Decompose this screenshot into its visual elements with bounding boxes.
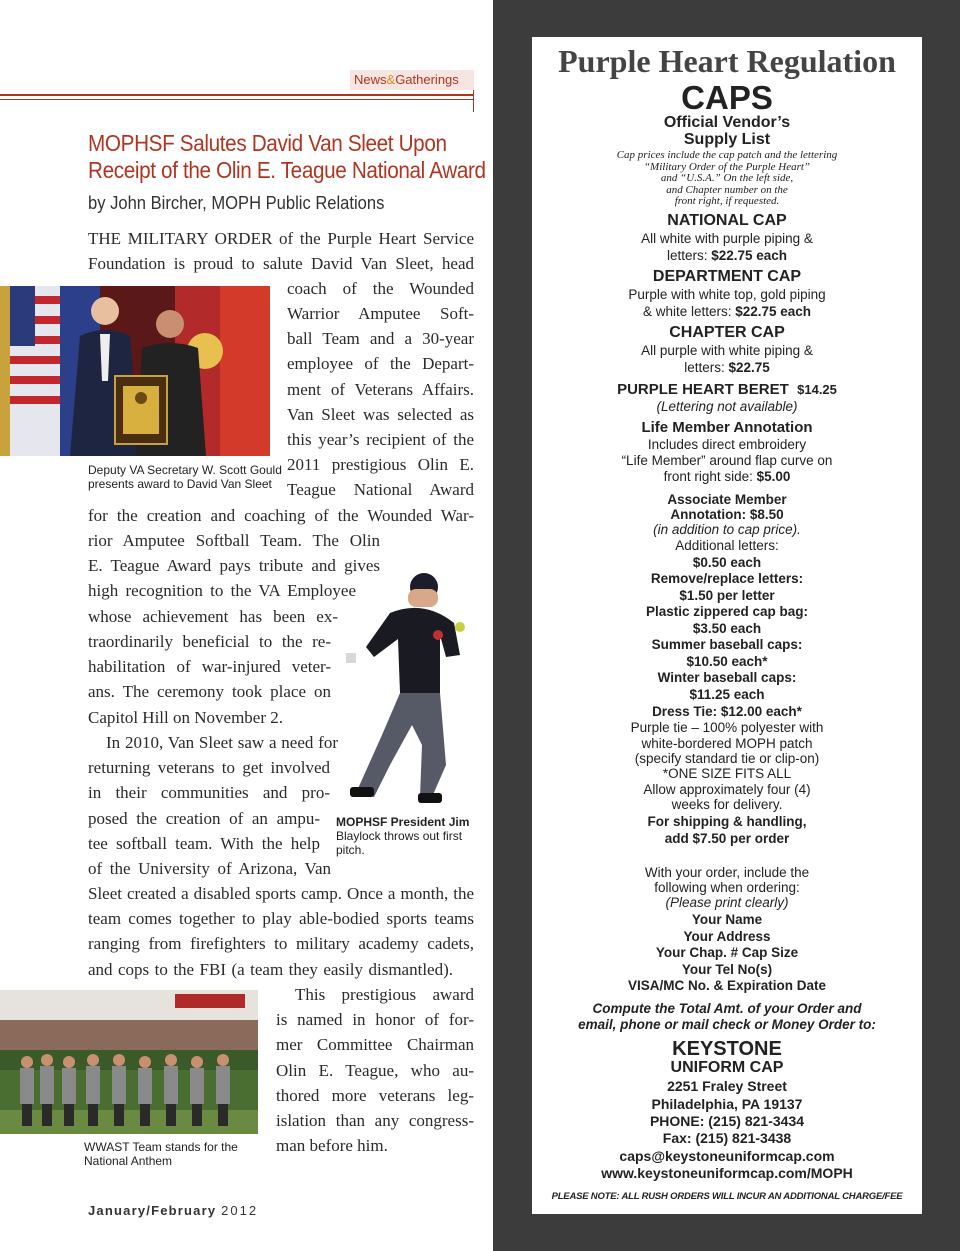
associate-line-19: Allow approximately four (4) <box>643 782 811 797</box>
issue-month: January/February <box>88 1203 217 1218</box>
article-line: high recognition to the VA Employee <box>88 581 356 600</box>
article-line: Warrior Amputee Soft- <box>287 304 474 323</box>
chapter-cap-name: CHAPTER CAP <box>669 324 785 341</box>
vendor-website: www.keystoneuniformcap.com/MOPH <box>601 1165 853 1181</box>
ad-note-line: Cap prices include the cap patch and the lettering <box>616 149 838 161</box>
article-line: man before him. <box>276 1136 388 1155</box>
article-line: Foundation is proud to salute David Van Sleet, head <box>88 254 474 273</box>
vendor-city: Philadelphia, PA 19137 <box>651 1096 803 1112</box>
section-tag-gatherings: Gatherings <box>395 72 459 87</box>
award-photo-illustration <box>0 286 270 456</box>
associate-line-4: Additional letters: <box>675 538 779 553</box>
article-line: in their communities and pro- <box>88 783 330 802</box>
life-member-name: Life Member Annotation <box>641 419 813 436</box>
rush-order-note: PLEASE NOTE: ALL RUSH ORDERS WILL INCUR AN ADDITIONAL CHARGE/FEE <box>551 1191 903 1202</box>
headline-line-2: Receipt of the Olin E. Teague National Award <box>88 157 486 183</box>
pitch-photo <box>342 565 470 810</box>
vendor-name-1: KEYSTONE <box>672 1038 782 1060</box>
associate-line-7: $1.50 per letter <box>679 588 775 603</box>
associate-line-11: $10.50 each* <box>686 654 768 669</box>
ad-note-line: and “U.S.A.” On the left side, <box>660 172 794 184</box>
chapter-cap-desc: All purple with white piping & <box>641 343 813 358</box>
caption-line: National Anthem <box>84 1154 173 1168</box>
vendor-street: 2251 Fraley Street <box>667 1078 787 1094</box>
associate-line-1: Associate Member <box>667 492 787 507</box>
order-line-5: Your Address <box>683 929 771 944</box>
headline-line-1: MOPHSF Salutes David Van Sleet Upon <box>88 130 447 156</box>
article-line: team comes together to play able-bodied sports teams <box>88 909 474 928</box>
associate-line-13: $11.25 each <box>689 687 765 702</box>
team-photo-caption <box>84 1140 238 1168</box>
department-cap-price-prefix: & white letters: <box>642 304 736 319</box>
team-photo-illustration <box>0 990 258 1134</box>
ad-subtitle-2: Supply List <box>683 131 771 148</box>
award-photo <box>0 286 270 456</box>
caption-line: Deputy VA Secretary W. Scott Gould <box>88 463 282 477</box>
pitch-photo-illustration <box>342 565 470 810</box>
associate-line-8: Plastic zippered cap bag: <box>645 604 809 619</box>
article-line: of the University of Arizona, Van <box>88 859 331 878</box>
article-line: traordinarily beneficial to the re- <box>88 632 331 651</box>
caption-line: presents award to David Van Sleet <box>88 477 272 491</box>
order-line-4: Your Name <box>691 912 763 927</box>
caption-line: WWAST Team stands for the <box>84 1140 238 1154</box>
article-line: E. Teague Award pays tribute and gives <box>88 556 380 575</box>
article-line: mer Committee Chairman <box>276 1035 474 1054</box>
section-tag-amp: & <box>386 72 396 87</box>
shipping-line-1: For shipping & handling, <box>647 814 807 829</box>
ad-note-line: front right, if requested. <box>674 195 780 207</box>
ad-note-line: “Military Order of the Purple Heart” <box>643 160 811 173</box>
order-line-1: With your order, include the <box>644 865 810 880</box>
order-line-6: Your Chap. # Cap Size <box>655 945 799 960</box>
associate-line-5: $0.50 each <box>692 555 762 570</box>
order-line-7: Your Tel No(s) <box>681 962 773 977</box>
ad-price-note <box>532 150 922 208</box>
department-cap-name: DEPARTMENT CAP <box>652 268 802 285</box>
caption-line: MOPHSF President Jim <box>336 815 470 829</box>
beret-price: $14.25 <box>797 382 837 397</box>
article-line: thored more veterans leg- <box>276 1086 474 1105</box>
beret-note: (Lettering not available) <box>656 399 798 414</box>
life-member-price: $5.00 <box>756 469 791 484</box>
caption-line: Blaylock throws out first <box>336 829 463 843</box>
article-line: ment of Veterans Affairs. <box>287 380 474 399</box>
vendor-name-2: UNIFORM CAP <box>670 1059 784 1076</box>
ad-note-line: and Chapter number on the <box>666 183 788 196</box>
national-cap-price-prefix: letters: <box>666 248 712 263</box>
article-line: returning veterans to get involved <box>88 758 330 777</box>
article-line: Capitol Hill on November 2. <box>88 708 284 727</box>
article-byline: by John Bircher, MOPH Public Relations <box>88 193 385 213</box>
associate-line-14: Dress Tie: $12.00 each* <box>652 704 802 719</box>
associate-line-17: (specify standard tie or clip-on) <box>634 751 820 766</box>
order-line-2: following when ordering: <box>654 880 800 895</box>
article-line: ranging from firefighters to military academy cadets, <box>88 934 474 953</box>
caps-advertisement <box>532 37 922 1214</box>
department-cap-price: $22.75 each <box>735 304 812 319</box>
associate-line-15: Purple tie – 100% polyester with <box>630 720 824 735</box>
national-cap-desc: All white with purple piping & <box>641 231 813 246</box>
article-line: rior Amputee Softball Team. The Olin <box>88 531 380 550</box>
article-line: ans. The ceremony took place on <box>88 682 331 701</box>
ad-caps-heading: CAPS <box>681 79 773 116</box>
article-line: 2011 prestigious Olin E. <box>287 455 474 474</box>
article-line: In 2010, Van Sleet saw a need for <box>106 733 338 752</box>
article-line: ball Team and a 30-year <box>287 329 474 348</box>
header-rule <box>0 94 474 96</box>
section-tag-news: News <box>354 72 387 87</box>
article-line: Teague National Award <box>287 480 474 499</box>
compute-line-2: email, phone or mail check or Money Order to: <box>578 1017 876 1032</box>
department-cap-desc: Purple with white top, gold piping <box>628 287 826 302</box>
compute-line-1: Compute the Total Amt. of your Order and <box>592 1001 862 1016</box>
ad-subtitle-1: Official Vendor’s <box>663 114 791 131</box>
chapter-cap-price-prefix: letters: <box>684 360 729 375</box>
national-cap-price-line <box>532 248 922 263</box>
department-cap-price-line <box>532 304 922 319</box>
article-line: Olin E. Teague, who au- <box>276 1061 474 1080</box>
shipping-line-2: add $7.50 per order <box>664 831 790 846</box>
article-line: employee of the Depart- <box>287 354 474 373</box>
associate-line-12: Winter baseball caps: <box>657 670 797 685</box>
associate-line-3: (in addition to cap price). <box>653 522 801 537</box>
article-line: tee softball team. With the help <box>88 834 320 853</box>
ad-title: Purple Heart Regulation <box>558 43 896 79</box>
award-photo-caption <box>88 463 282 491</box>
article-line: whose achievement has been ex- <box>88 607 338 626</box>
national-cap-price: $22.75 each <box>711 248 788 263</box>
pitch-photo-caption <box>336 815 469 857</box>
chapter-cap-price-line <box>532 360 922 375</box>
article-line: THE MILITARY ORDER of the Purple Heart Service <box>88 229 474 248</box>
article-line: for the creation and coaching of the Wounded War- <box>88 506 474 525</box>
associate-line-18: *ONE SIZE FITS ALL <box>662 766 792 781</box>
article-line: Sleet created a disabled sports camp. Once a month, the <box>88 884 474 903</box>
article-line: islation than any congress- <box>276 1111 474 1130</box>
life-member-desc-2: “Life Member” around flap curve on <box>621 453 833 468</box>
beret-line <box>532 381 922 398</box>
article-line: coach of the Wounded <box>287 279 474 298</box>
associate-line-16: white-bordered MOPH patch <box>641 736 813 751</box>
chapter-cap-price: $22.75 <box>728 360 770 375</box>
article-line: and cops to the FBI (a team they easily dismantled). <box>88 960 453 979</box>
vendor-email: caps@keystoneuniformcap.com <box>619 1148 835 1164</box>
article-headline <box>88 130 486 184</box>
life-member-price-prefix: front right side: <box>663 469 757 484</box>
caption-line: pitch. <box>336 843 365 857</box>
order-line-8: VISA/MC No. & Expiration Date <box>627 978 827 993</box>
article-line: is named in honor of for- <box>276 1010 474 1029</box>
section-tag <box>350 70 474 90</box>
header-rule-thin <box>0 99 474 100</box>
national-cap-name: NATIONAL CAP <box>667 212 787 229</box>
vendor-phone: PHONE: (215) 821-3434 <box>649 1113 805 1129</box>
article-line: this year’s recipient of the <box>287 430 474 449</box>
issue-year: 2012 <box>221 1203 259 1218</box>
life-member-desc-1: Includes direct embroidery <box>647 437 807 452</box>
vendor-fax: Fax: (215) 821-3438 <box>662 1130 792 1146</box>
associate-line-9: $3.50 each <box>692 621 762 636</box>
article-line: habilitation of war-injured veter- <box>88 657 331 676</box>
associate-line-20: weeks for delivery. <box>671 797 783 812</box>
order-line-3: (Please print clearly) <box>665 895 789 910</box>
article-line: posed the creation of an ampu- <box>88 809 320 828</box>
life-member-price-line <box>532 469 922 484</box>
associate-line-6: Remove/replace letters: <box>650 571 804 586</box>
article-line: This prestigious award <box>295 985 474 1004</box>
article-line: Van Sleet was selected as <box>287 405 474 424</box>
beret-name: PURPLE HEART BERET <box>617 381 789 398</box>
associate-line-2: Annotation: $8.50 <box>670 507 784 522</box>
issue-date <box>88 1203 258 1218</box>
associate-line-10: Summer baseball caps: <box>651 637 803 652</box>
team-photo <box>0 990 258 1134</box>
